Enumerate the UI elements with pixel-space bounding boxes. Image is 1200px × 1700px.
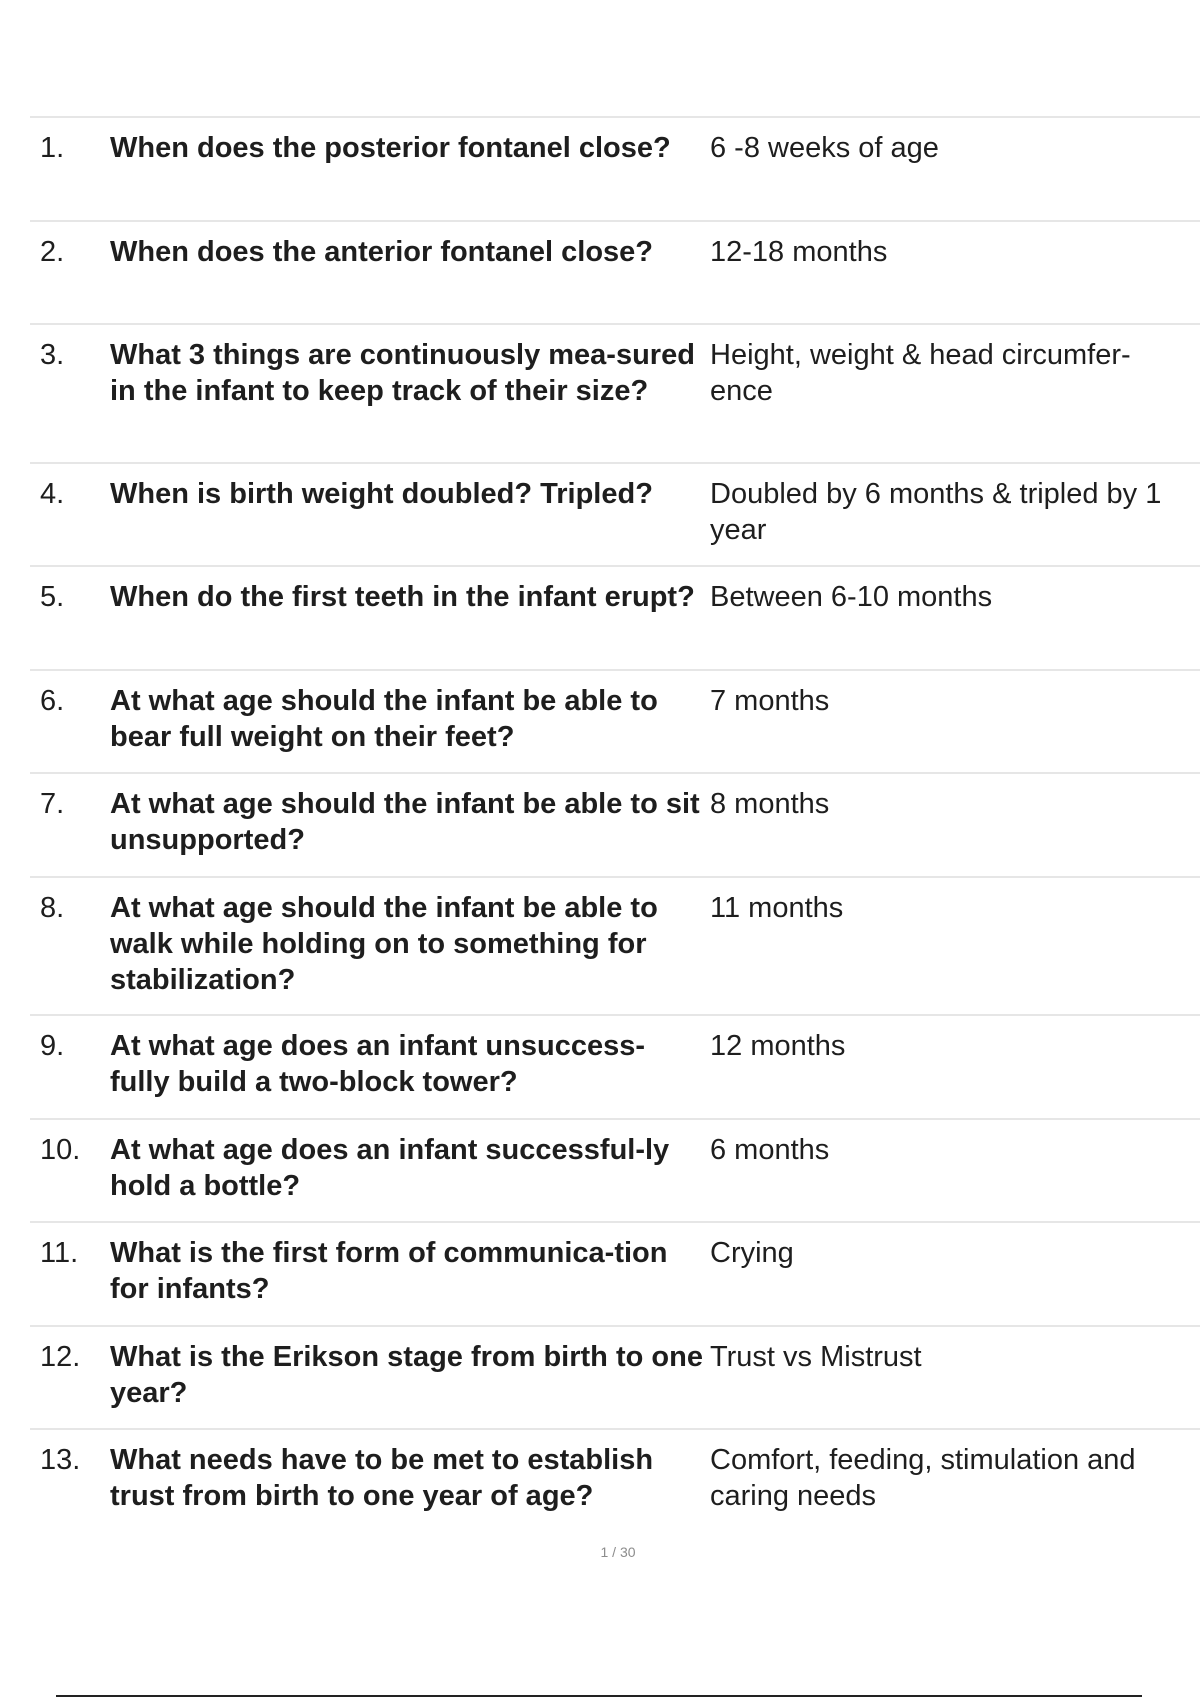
question-number: 6. [40, 684, 65, 717]
question-number: 10. [40, 1133, 81, 1166]
question-number: 7. [40, 788, 65, 820]
question-number: 1. [40, 132, 65, 164]
answer-text: 7 months [710, 684, 830, 717]
answer-text: Between 6-10 months [710, 581, 993, 613]
table-row [30, 565, 1200, 669]
question-text: At what age should the infant be able to walk while holding on to something for stabilization? [110, 891, 658, 996]
answer-text: Crying [710, 1237, 794, 1269]
answer-text: 6 months [710, 1133, 830, 1166]
table-row [30, 772, 1200, 876]
question-text: What is the Erikson stage from birth to one year? [110, 1340, 703, 1409]
table-row [30, 876, 1200, 1015]
question-text: At what age should the infant be able to sit unsupported? [110, 788, 700, 856]
table-row [30, 1325, 1200, 1429]
question-text: When does the posterior fontanel close? [110, 132, 671, 164]
question-text: When do the first teeth in the infant erupt? [110, 581, 695, 613]
question-number: 11. [40, 1237, 79, 1269]
question-text: At what age does an infant unsuccess-fully build a two-block tower? [110, 1030, 645, 1098]
answer-text: Height, weight & head circumfer-ence [710, 339, 1131, 407]
answer-text: 8 months [710, 788, 830, 820]
answer-text: Comfort, feeding, stimulation and caring needs [710, 1444, 1136, 1512]
question-text: What is the first form of communica-tion for infants? [110, 1237, 668, 1305]
answer-text: 12-18 months [710, 235, 888, 268]
table-row [30, 323, 1200, 462]
question-text: When does the anterior fontanel close? [110, 235, 654, 268]
question-number: 8. [40, 891, 65, 924]
table-row [30, 220, 1200, 324]
answer-text: 6 -8 weeks of age [710, 132, 939, 164]
question-number: 3. [40, 339, 65, 371]
question-text: At what age does an infant successful-ly hold a bottle? [110, 1133, 670, 1202]
table-row [30, 462, 1200, 566]
table-row [30, 1014, 1200, 1118]
table-row [30, 1118, 1200, 1222]
question-number: 2. [40, 235, 65, 268]
table-row [30, 116, 1200, 220]
table-row [30, 669, 1200, 773]
bottom-divider [56, 1695, 1142, 1697]
question-text: What needs have to be met to establish trust from birth to one year of age? [110, 1444, 654, 1512]
answer-text: Doubled by 6 months & tripled by 1 year [710, 477, 1162, 546]
answer-text: 11 months [710, 891, 844, 924]
question-text: When is birth weight doubled? Tripled? [110, 477, 653, 510]
question-text: At what age should the infant be able to bear full weight on their feet? [110, 684, 658, 753]
qa-table [30, 116, 1200, 1538]
question-text: What 3 things are continuously mea-sured in the infant to keep track of their size? [110, 339, 695, 407]
table-row [30, 1221, 1200, 1325]
question-number: 13. [40, 1444, 81, 1476]
question-number: 9. [40, 1030, 65, 1062]
question-number: 5. [40, 581, 65, 613]
table-row [30, 1428, 1200, 1538]
question-number: 4. [40, 477, 65, 510]
page-number: 1 / 30 [600, 1544, 636, 1560]
answer-text: Trust vs Mistrust [710, 1340, 922, 1373]
question-number: 12. [40, 1340, 81, 1373]
answer-text: 12 months [710, 1030, 846, 1062]
